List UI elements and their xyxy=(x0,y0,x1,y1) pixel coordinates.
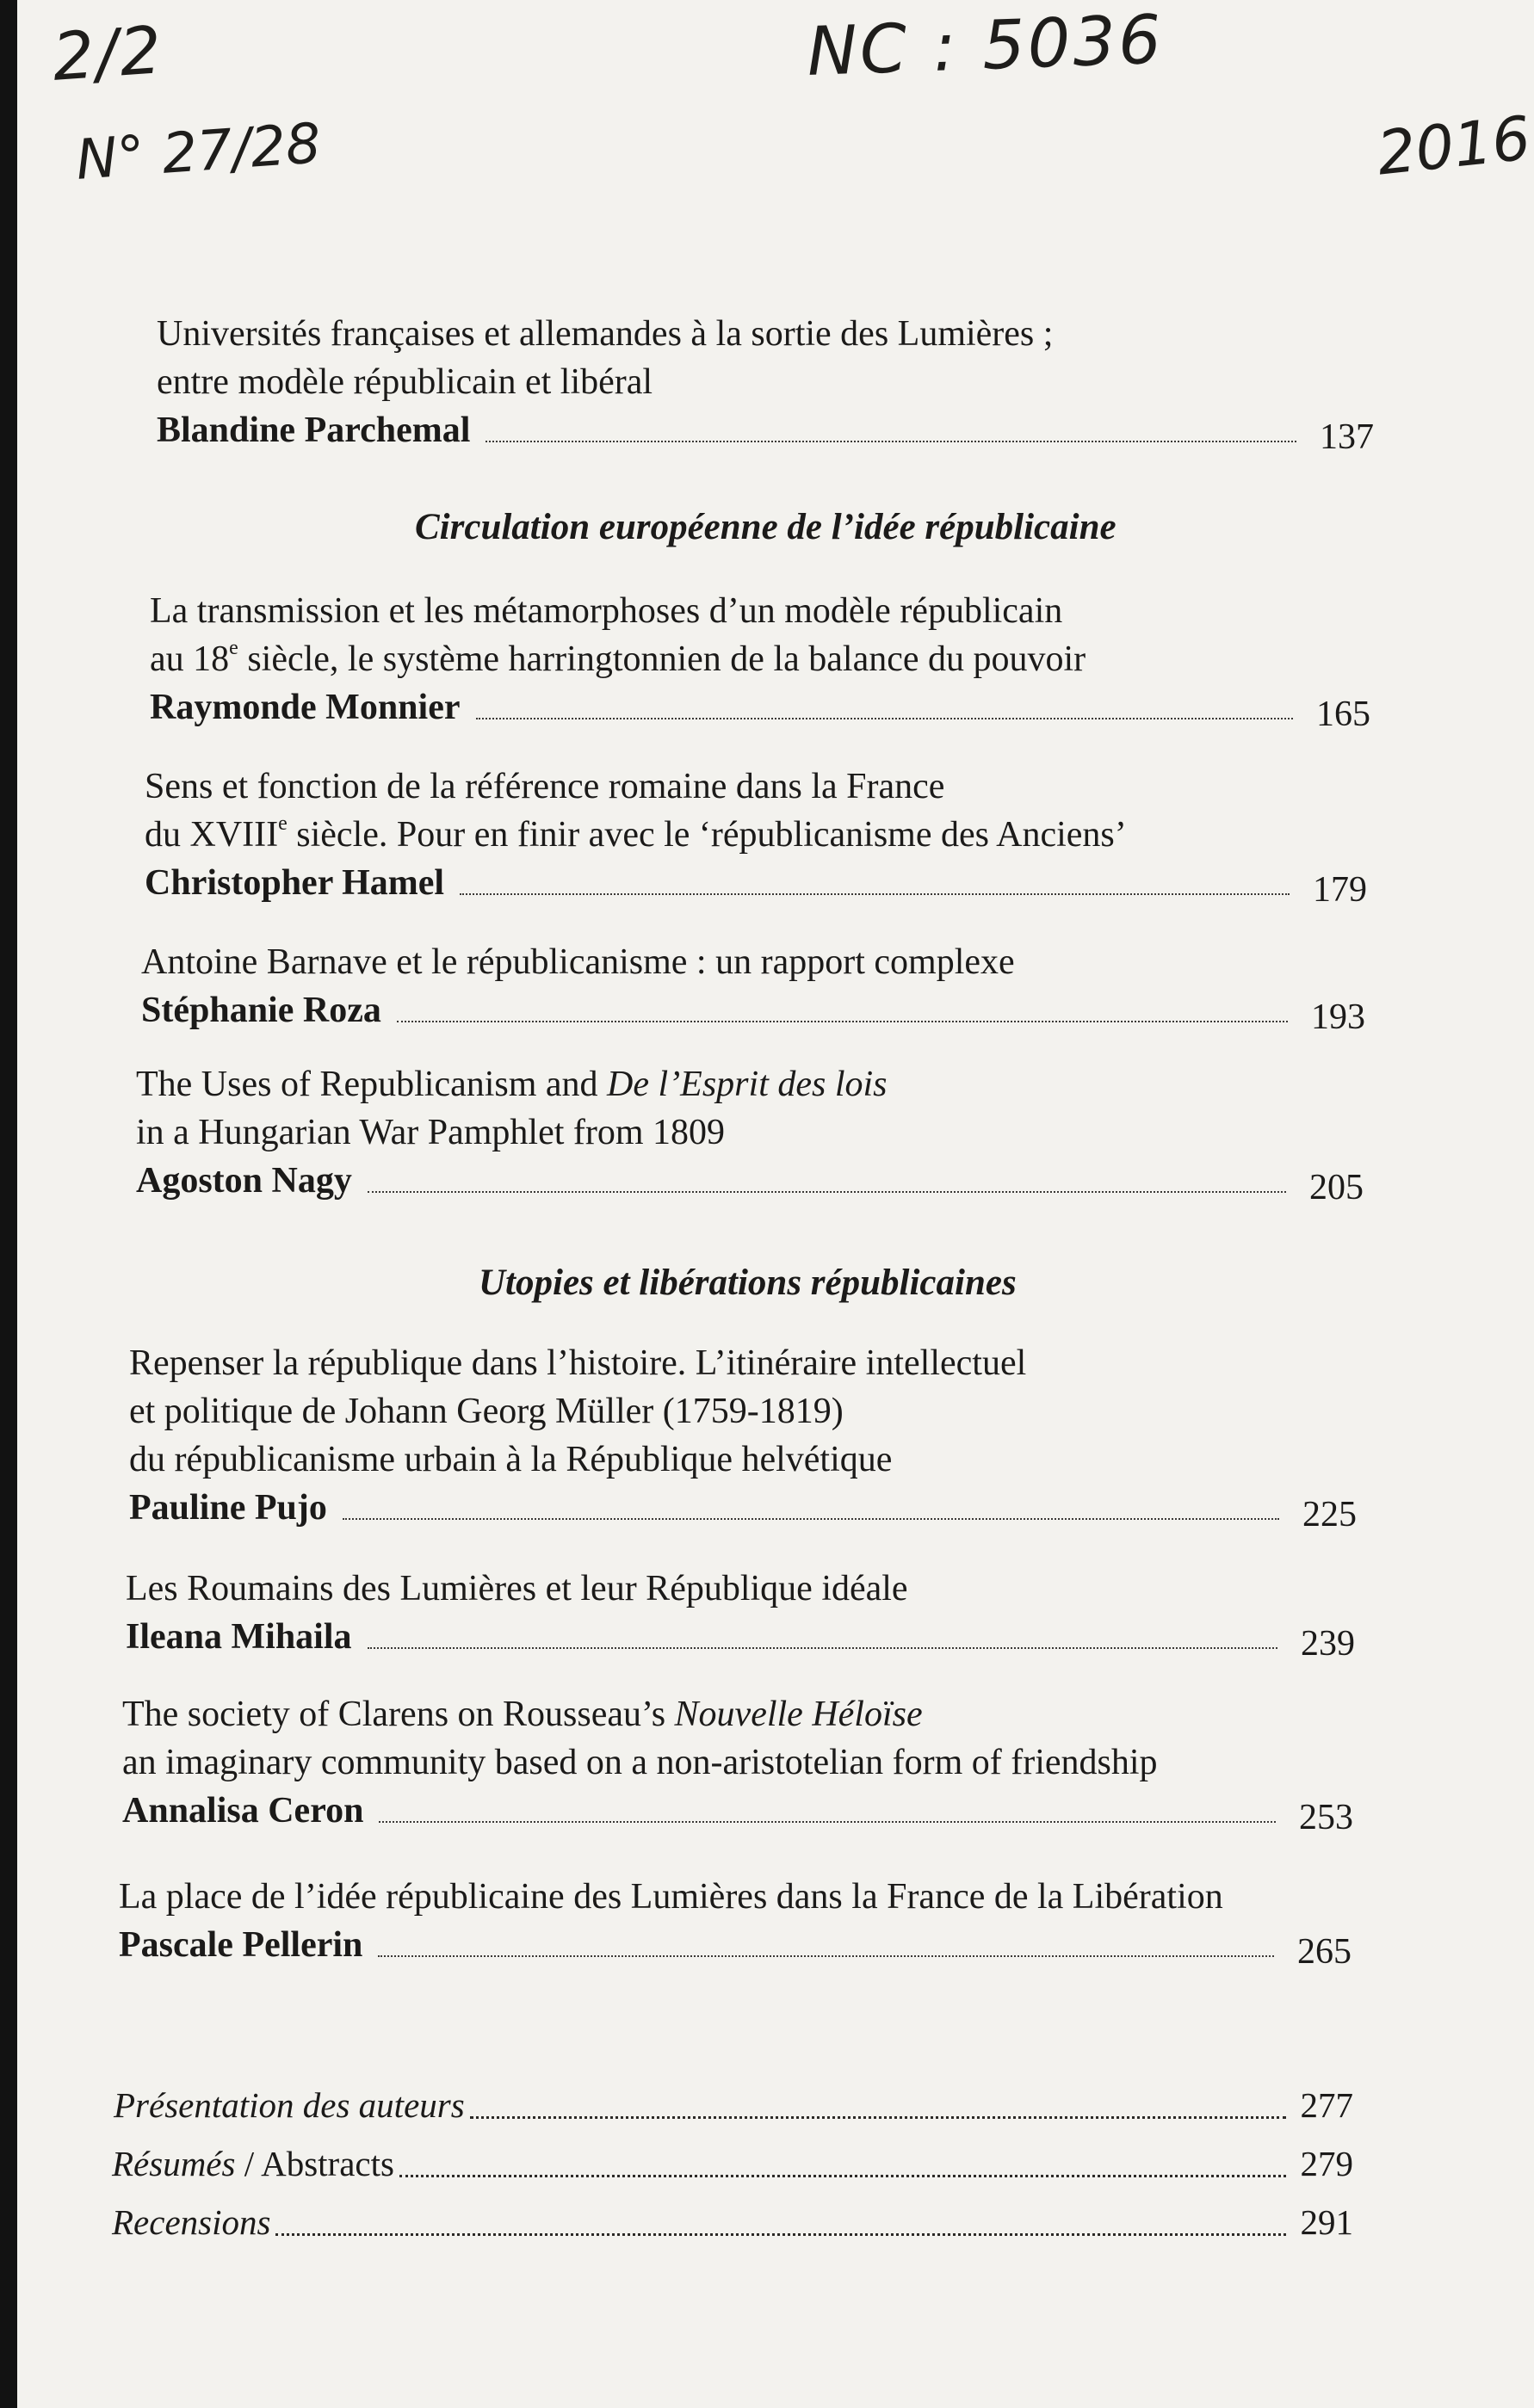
entry-author-line xyxy=(141,986,1365,1037)
entry-author-line xyxy=(136,1157,1364,1205)
entry-title-line: et politique de Johann Georg Müller (1759-1819) xyxy=(129,1392,844,1431)
entry-page-number: 205 xyxy=(1309,1168,1364,1207)
entry-title-line: an imaginary community based on a non-aristotelian form of friendship xyxy=(122,1743,1158,1782)
handwritten-issue-number: N° 27/28 xyxy=(74,112,324,193)
entry-author-line xyxy=(119,1921,1352,1972)
back-matter-page-number: 279 xyxy=(1300,2144,1353,2183)
entry-title-line: Les Roumains des Lumières et leur République idéale xyxy=(126,1569,908,1608)
handwritten-year: 2016 xyxy=(1374,102,1534,189)
entry-title-line: Universités françaises et allemandes à la sortie des Lumières ; xyxy=(157,314,1054,354)
toc-entry[interactable] xyxy=(141,938,1365,1037)
entry-title-line: in a Hungarian War Pamphlet from 1809 xyxy=(136,1113,726,1152)
dot-leader xyxy=(368,1647,1277,1649)
entry-author: Christopher Hamel xyxy=(145,863,445,903)
entry-author: Annalisa Ceron xyxy=(122,1791,364,1831)
dot-leader xyxy=(486,441,1296,442)
back-matter-entry[interactable] xyxy=(114,2081,1353,2129)
toc-entry[interactable] xyxy=(122,1690,1353,1835)
section-heading: Utopies et libérations républicaines xyxy=(479,1263,1017,1303)
entry-author-line xyxy=(122,1787,1353,1835)
back-matter-label: Recensions xyxy=(112,2202,271,2242)
entry-author-line xyxy=(157,406,1374,457)
entry-page-number: 225 xyxy=(1302,1495,1357,1534)
back-matter-page-number: 291 xyxy=(1300,2202,1353,2242)
dot-leader xyxy=(470,2116,1286,2119)
toc-entry[interactable] xyxy=(150,587,1370,732)
entry-page-number: 193 xyxy=(1311,997,1365,1037)
entry-page-number: 179 xyxy=(1313,870,1367,910)
entry-author-line xyxy=(150,683,1370,732)
book-spine-edge xyxy=(0,0,17,2408)
dot-leader xyxy=(378,1955,1274,1957)
dot-leader xyxy=(275,2233,1286,2236)
entry-title-line: du XVIIIe siècle. Pour en finir avec le ‘républicanisme des Anciens’ xyxy=(145,812,1127,855)
back-matter-page-number: 277 xyxy=(1300,2085,1353,2125)
dot-leader xyxy=(399,2175,1286,2177)
entry-title-line: Repenser la république dans l’histoire. L’itinéraire intellectuel xyxy=(129,1343,1027,1383)
entry-title-line: du républicanisme urbain à la République helvétique xyxy=(129,1440,893,1479)
entry-author: Pauline Pujo xyxy=(129,1488,327,1528)
dot-leader xyxy=(343,1518,1279,1520)
entry-page-number: 253 xyxy=(1299,1798,1353,1837)
entry-author: Stéphanie Roza xyxy=(141,991,381,1030)
toc-entry[interactable] xyxy=(157,310,1374,457)
entry-page-number: 265 xyxy=(1297,1932,1352,1972)
toc-entry[interactable] xyxy=(129,1339,1357,1532)
dot-leader xyxy=(368,1191,1286,1193)
entry-title-line: Sens et fonction de la référence romaine dans la France xyxy=(145,767,945,806)
entry-author: Blandine Parchemal xyxy=(157,411,471,450)
entry-title-line: Antoine Barnave et le républicanisme : un rapport complexe xyxy=(141,942,1015,982)
entry-page-number: 165 xyxy=(1316,695,1370,734)
entry-author-line xyxy=(126,1613,1355,1664)
entry-author-line xyxy=(145,859,1367,910)
toc-entry[interactable] xyxy=(145,763,1367,910)
toc-entry[interactable] xyxy=(126,1565,1355,1664)
entry-title-line: au 18e siècle, le système harringtonnien de la balance du pouvoir xyxy=(150,637,1086,679)
dot-leader xyxy=(460,893,1290,895)
entry-author: Pascale Pellerin xyxy=(119,1925,363,1965)
toc-entry[interactable] xyxy=(136,1060,1364,1205)
section-heading: Circulation européenne de l’idée républicaine xyxy=(415,507,1116,547)
entry-author: Ileana Mihaila xyxy=(126,1617,352,1657)
dot-leader xyxy=(397,1021,1288,1022)
handwritten-fraction: 2/2 xyxy=(50,11,166,96)
back-matter-entry[interactable] xyxy=(112,2198,1353,2246)
back-matter-label: Présentation des auteurs xyxy=(114,2085,465,2125)
handwritten-catalog-number: NC : 5036 xyxy=(806,1,1166,91)
entry-page-number: 239 xyxy=(1301,1624,1355,1664)
entry-title-line: The Uses of Republicanism and De l’Esprit des lois xyxy=(136,1065,888,1104)
entry-title-line: La transmission et les métamorphoses d’un modèle républicain xyxy=(150,591,1063,631)
back-matter-label: Résumés / Abstracts xyxy=(112,2144,394,2183)
back-matter-entry[interactable] xyxy=(112,2139,1353,2188)
dot-leader xyxy=(379,1821,1276,1823)
entry-author: Raymonde Monnier xyxy=(150,688,461,727)
dot-leader xyxy=(476,718,1294,719)
entry-author-line xyxy=(129,1484,1357,1532)
entry-page-number: 137 xyxy=(1320,417,1374,457)
entry-title-line: The society of Clarens on Rousseau’s Nouvelle Héloïse xyxy=(122,1695,923,1734)
entry-title-line: entre modèle républicain et libéral xyxy=(157,362,653,402)
toc-entry[interactable] xyxy=(119,1873,1352,1972)
entry-author: Agoston Nagy xyxy=(136,1161,352,1201)
entry-title-line: La place de l’idée républicaine des Lumières dans la France de la Libération xyxy=(119,1877,1223,1917)
